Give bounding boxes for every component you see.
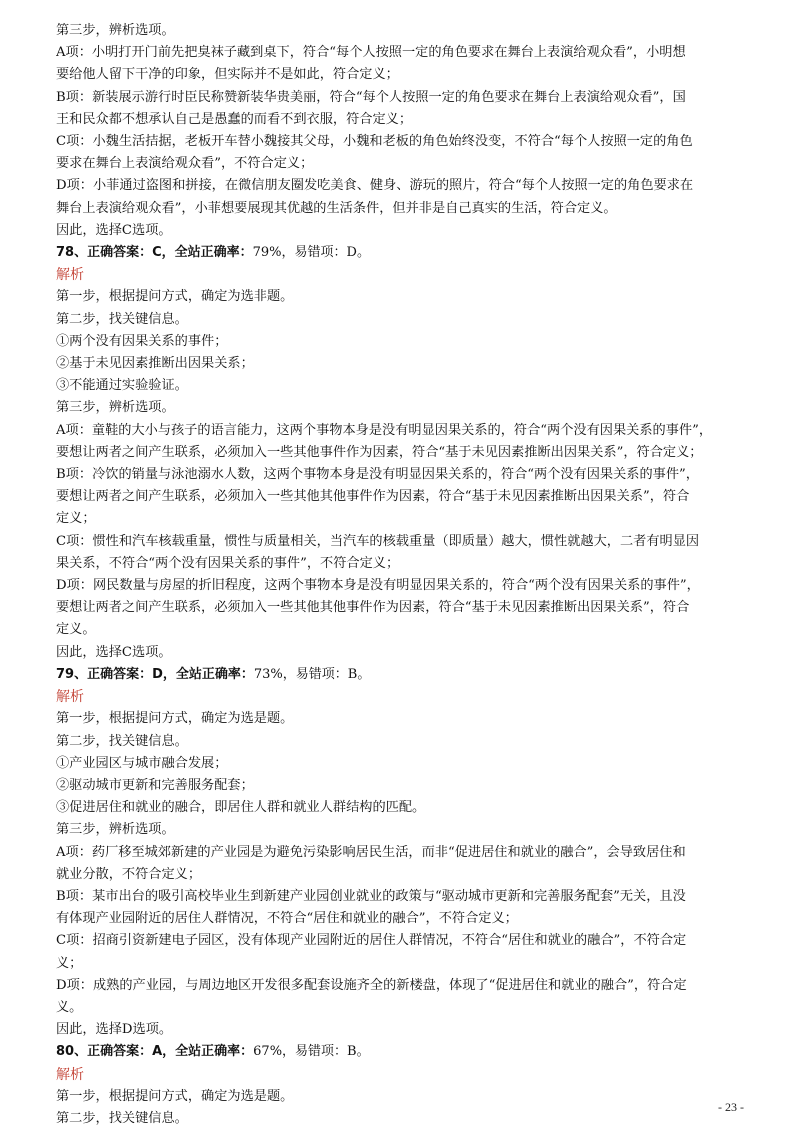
text-line: 义；: [56, 955, 83, 971]
text-line: 第三步，辨析选项。: [56, 23, 175, 38]
text-line: C项：小魏生活拮据，老板开车替小魏接其父母，小魏和老板的角色始终没变，不符合“每个人按照一定的角色: [56, 134, 693, 150]
text-line: 有体现产业园附近的居住人群情况，不符合“居住和就业的融合”，不符合定义；: [56, 911, 518, 927]
text-line: 因此，选择D选项。: [56, 1022, 173, 1038]
text-line: 定义。: [56, 622, 96, 638]
text-line: 第三步，辨析选项。: [56, 822, 175, 838]
text-line: 第一步，根据提问方式，确定为选是题。: [56, 711, 294, 727]
text-line: 第一步，根据提问方式，确定为选是题。: [56, 1088, 294, 1104]
text-line: 舞台上表演给观众看”，小菲想要展现其优越的生活条件，但并非是自己真实的生活，符合定义。: [56, 200, 617, 216]
text-line: ③促进居住和就业的融合，即居住人群和就业人群结构的匹配。: [56, 800, 426, 816]
document-page: [56, 20, 748, 1130]
text-line: 定义；: [56, 511, 96, 527]
text-line: 第一步，根据提问方式，确定为选非题。: [56, 289, 294, 305]
text-line: ①产业园区与城市融合发展；: [56, 755, 228, 771]
text-line: 因此，选择C选项。: [56, 222, 172, 238]
text-line: ③不能通过实验验证。: [56, 378, 188, 394]
answer-line: [56, 664, 748, 686]
text-line: 因此，选择C选项。: [56, 644, 172, 660]
text-line: ②驱动城市更新和完善服务配套；: [56, 777, 254, 793]
answer-label: 79、正确答案：D，全站正确率：: [56, 666, 254, 682]
text-line: ①两个没有因果关系的事件；: [56, 333, 228, 349]
analysis-heading: 解析: [56, 1066, 84, 1083]
text-line: D项：成熟的产业园，与周边地区开发很多配套设施齐全的新楼盘，体现了“促进居住和就业的融合”，符合定: [56, 977, 687, 993]
text-line: 第二步，找关键信息。: [56, 311, 188, 327]
text-line: ②基于未见因素推断出因果关系；: [56, 356, 254, 372]
text-line: 义。: [56, 999, 83, 1015]
text-line: A项：小明打开门前先把臭袜子藏到桌下，符合“每个人按照一定的角色要求在舞台上表演给观众看”，小明想: [56, 45, 686, 61]
text-line: D项：网民数量与房屋的折旧程度，这两个事物本身是没有明显因果关系的，符合“两个没有因果关系的事件”，: [56, 578, 700, 594]
answer-line: [56, 1041, 748, 1063]
answer-stats: 79%，易错项：D。: [252, 245, 370, 261]
answer-stats: 73%，易错项：B。: [253, 666, 371, 682]
text-line: 要想让两者之间产生联系，必须加入一些其他其他事件作为因素，符合“基于未见因素推断出因果关系”，符合: [56, 489, 690, 505]
answer-label: 78、正确答案：C，全站正确率：: [56, 245, 253, 261]
text-line: 王和民众都不想承认自己是愚蠢的而看不到衣服，符合定义；: [56, 111, 413, 127]
text-line: A项：药厂移至城郊新建的产业园是为避免污染影响居民生活，而非“促进居住和就业的融合”，会导致居住和: [56, 844, 686, 860]
text-line: B项：新装展示游行时臣民称赞新装华贵美丽，符合“每个人按照一定的角色要求在舞台上表演给观众看”，国: [56, 89, 686, 105]
text-line: C项：惯性和汽车核载重量，惯性与质量相关，当汽车的核载重量（即质量）越大，惯性就越大，二者有明显因: [56, 533, 700, 549]
text-line: 要想让两者之间产生联系，必须加入一些其他事件作为因素，符合“基于未见因素推断出因果关系”，符合定义；: [56, 444, 703, 460]
text-line: 要求在舞台上表演给观众看”，不符合定义；: [56, 156, 314, 172]
analysis-heading: 解析: [56, 267, 84, 284]
answer-line: [56, 242, 748, 264]
page-number: - 23 -: [718, 1100, 744, 1114]
text-line: 第三步，辨析选项。: [56, 400, 175, 416]
text-line: C项：招商引资新建电子园区，没有体现产业园附近的居住人群情况，不符合“居住和就业的融合”，不符合定: [56, 933, 687, 949]
text-line: D项：小菲通过盗图和拼接，在微信朋友圈发吃美食、健身、游玩的照片，符合“每个人按照一定的角色要求在: [56, 178, 694, 194]
text-line: B项：某市出台的吸引高校毕业生到新建产业园创业就业的政策与“驱动城市更新和完善服务配套”无关，且没: [56, 888, 686, 904]
text-line: 第二步，找关键信息。: [56, 1110, 188, 1126]
text-line: B项：冷饮的销量与泳池溺水人数，这两个事物本身是没有明显因果关系的，符合“两个没有因果关系的事件”，: [56, 467, 699, 483]
analysis-heading: 解析: [56, 689, 84, 706]
answer-stats: 67%，易错项：B。: [253, 1044, 370, 1060]
text-line: 要给他人留下干净的印象，但实际并不是如此，符合定义；: [56, 67, 399, 83]
text-line: 第二步，找关键信息。: [56, 733, 188, 749]
text-line: 就业分散，不符合定义；: [56, 866, 202, 882]
text-line: 要想让两者之间产生联系，必须加入一些其他其他事件作为因素，符合“基于未见因素推断出因果关系”，符合: [56, 600, 690, 616]
text-line: A项：童鞋的大小与孩子的语言能力，这两个事物本身是没有明显因果关系的，符合“两个没有因果关系的事件”，: [56, 422, 713, 438]
answer-label: 80、正确答案：A，全站正确率：: [56, 1044, 254, 1060]
text-line: 果关系，不符合“两个没有因果关系的事件”，不符合定义；: [56, 555, 400, 571]
